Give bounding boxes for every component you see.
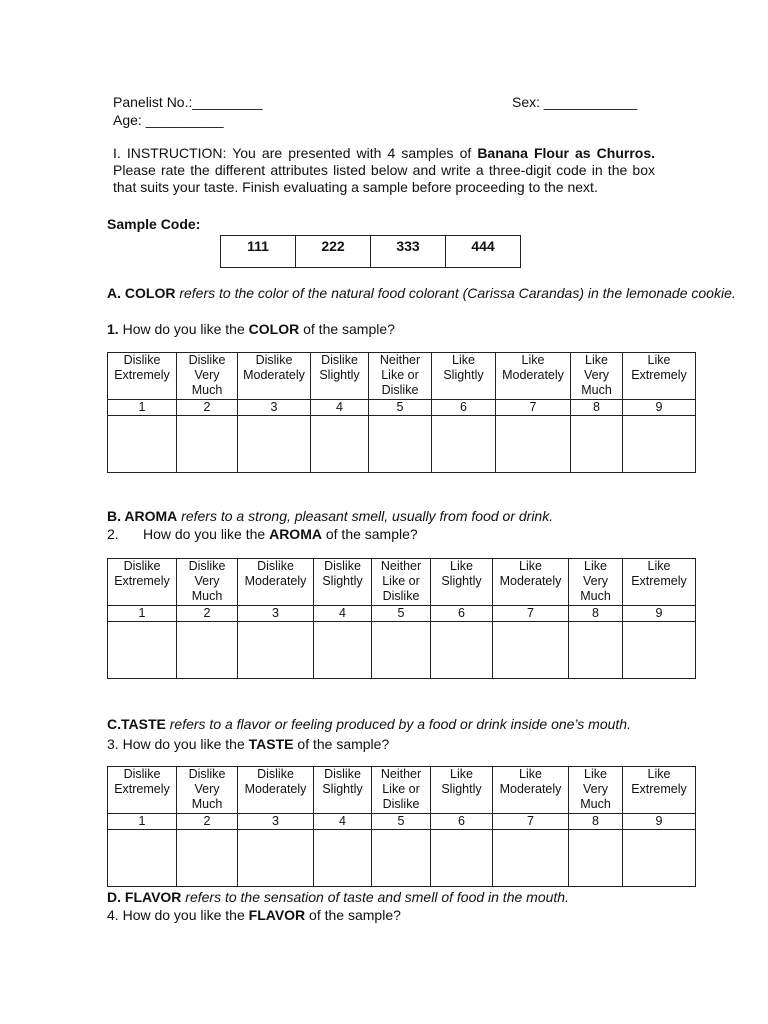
scale-label: Like Slightly [432,353,496,400]
rating-answer-cell[interactable] [108,830,177,887]
scale-number: 4 [311,400,369,416]
aroma-rating-table [107,558,696,679]
rating-answer-cell[interactable] [108,622,177,679]
scale-number: 5 [372,606,431,622]
question-text-end: of the sample? [299,321,395,337]
scale-label: Neither Like or Dislike [372,767,431,814]
scale-number: 2 [177,400,238,416]
taste-title: C.TASTE [107,716,166,732]
scale-number: 8 [571,400,623,416]
scale-number: 9 [623,606,696,622]
scale-label: Like Very Much [569,767,623,814]
scale-label: Dislike Slightly [311,353,369,400]
scale-number: 1 [108,814,177,830]
scale-number: 1 [108,400,177,416]
sample-code-table [220,235,521,268]
scale-label: Dislike Very Much [177,559,238,606]
scale-number: 7 [493,814,569,830]
aroma-description: refers to a strong, pleasant smell, usually from food or drink. [177,508,554,524]
taste-question [107,736,389,752]
rating-answer-cell[interactable] [238,830,314,887]
aroma-question [107,526,418,542]
flavor-title: D. FLAVOR [107,889,182,905]
taste-description: refers to a flavor or feeling produced by a food or drink inside one’s mouth. [165,716,631,732]
panelist-number-field[interactable]: Panelist No.:_________ [113,94,263,110]
rating-answer-cell[interactable] [431,622,493,679]
scale-label: Like Slightly [431,767,493,814]
scale-number: 9 [623,814,696,830]
instruction-text-rest: Please rate the different attributes listed below and write a three-digit code in the box that suits your taste. Finish evaluating a sample before proceeding to the next. [113,162,655,195]
scale-label: Like Moderately [496,353,571,400]
scale-label: Neither Like or Dislike [369,353,432,400]
question-text-end: of the sample? [293,736,390,752]
aroma-section-title [107,508,553,524]
scale-number: 1 [108,606,177,622]
scale-number: 7 [496,400,571,416]
scale-label: Dislike Slightly [314,767,372,814]
rating-answer-cell[interactable] [623,416,696,473]
sample-code-cell: 111 [221,236,296,268]
flavor-question [107,907,401,923]
rating-answer-cell[interactable] [496,416,571,473]
question-text: How do you like the [143,526,270,542]
instruction-text: I. INSTRUCTION: You are presented with 4 samples of [113,145,478,161]
scale-number: 8 [569,814,623,830]
scale-label: Like Extremely [623,353,696,400]
question-text-end: of the sample? [305,907,401,923]
aroma-title: B. AROMA [107,508,178,524]
rating-answer-cell[interactable] [177,830,238,887]
rating-answer-cell[interactable] [493,830,569,887]
flavor-section-title [107,889,569,905]
rating-answer-cell[interactable] [372,830,431,887]
scale-label: Like Extremely [623,767,696,814]
scale-label: Like Moderately [493,559,569,606]
color-description: refers to the color of the natural food colorant (Carissa Carandas) in the lemonade cookie. [175,285,736,301]
scale-label: Like Very Much [569,559,623,606]
scale-label: Dislike Extremely [108,559,177,606]
rating-answer-cell[interactable] [311,416,369,473]
scale-label: Neither Like or Dislike [372,559,431,606]
scale-label: Like Moderately [493,767,569,814]
instruction-paragraph [113,145,655,196]
sample-code-cell: 222 [296,236,371,268]
scale-number: 6 [432,400,496,416]
scale-number: 6 [431,814,493,830]
scale-label: Dislike Moderately [238,559,314,606]
question-number: 3. [107,736,119,752]
sample-code-cell: 444 [446,236,521,268]
rating-answer-cell[interactable] [369,416,432,473]
rating-answer-cell[interactable] [108,416,177,473]
color-question [107,321,395,337]
scale-label: Dislike Very Much [177,767,238,814]
sample-code-label: Sample Code: [107,216,201,232]
question-attribute: COLOR [248,321,300,337]
rating-answer-cell[interactable] [493,622,569,679]
rating-answer-cell[interactable] [177,416,238,473]
scale-number: 5 [369,400,432,416]
rating-answer-cell[interactable] [314,622,372,679]
scale-label: Dislike Slightly [314,559,372,606]
question-text: How do you like the [118,736,249,752]
scale-number: 3 [238,400,311,416]
taste-section-title [107,716,631,732]
sample-code-cell: 333 [371,236,446,268]
rating-answer-cell[interactable] [569,622,623,679]
product-name: Banana Flour as Churros. [477,145,655,161]
scale-number: 3 [238,606,314,622]
scale-label: Like Very Much [571,353,623,400]
question-text-end: of the sample? [321,526,418,542]
scale-number: 2 [177,814,238,830]
sex-field[interactable]: Sex: ____________ [512,94,638,110]
scale-number: 6 [431,606,493,622]
scale-number: 5 [372,814,431,830]
rating-answer-cell[interactable] [623,622,696,679]
rating-answer-cell[interactable] [238,622,314,679]
scale-label: Dislike Extremely [108,767,177,814]
scale-label: Dislike Moderately [238,767,314,814]
scale-label: Dislike Moderately [238,353,311,400]
color-rating-table [107,352,696,473]
scale-number: 4 [314,606,372,622]
rating-answer-cell[interactable] [569,830,623,887]
scale-number: 3 [238,814,314,830]
scale-label: Dislike Very Much [177,353,238,400]
question-number: 1. [107,321,119,337]
rating-answer-cell[interactable] [238,416,311,473]
rating-answer-cell[interactable] [372,622,431,679]
rating-answer-cell[interactable] [432,416,496,473]
question-text: How do you like the [118,321,249,337]
question-attribute: FLAVOR [248,907,306,923]
scale-number: 7 [493,606,569,622]
question-text: How do you like the [118,907,249,923]
scale-number: 9 [623,400,696,416]
question-attribute: AROMA [269,526,322,542]
age-field[interactable]: Age: __________ [113,112,224,128]
scale-number: 8 [569,606,623,622]
scale-label: Dislike Extremely [108,353,177,400]
question-number: 2. [107,526,119,542]
flavor-description: refers to the sensation of taste and smell of food in the mouth. [181,889,569,905]
color-section-title [107,285,736,301]
rating-answer-cell[interactable] [571,416,623,473]
question-attribute: TASTE [248,736,294,752]
rating-answer-cell[interactable] [431,830,493,887]
scale-label: Like Slightly [431,559,493,606]
rating-answer-cell[interactable] [177,622,238,679]
taste-rating-table [107,766,696,887]
scale-number: 2 [177,606,238,622]
rating-answer-cell[interactable] [623,830,696,887]
scale-number: 4 [314,814,372,830]
question-number: 4. [107,907,119,923]
scale-label: Like Extremely [623,559,696,606]
rating-answer-cell[interactable] [314,830,372,887]
color-title: A. COLOR [107,285,176,301]
